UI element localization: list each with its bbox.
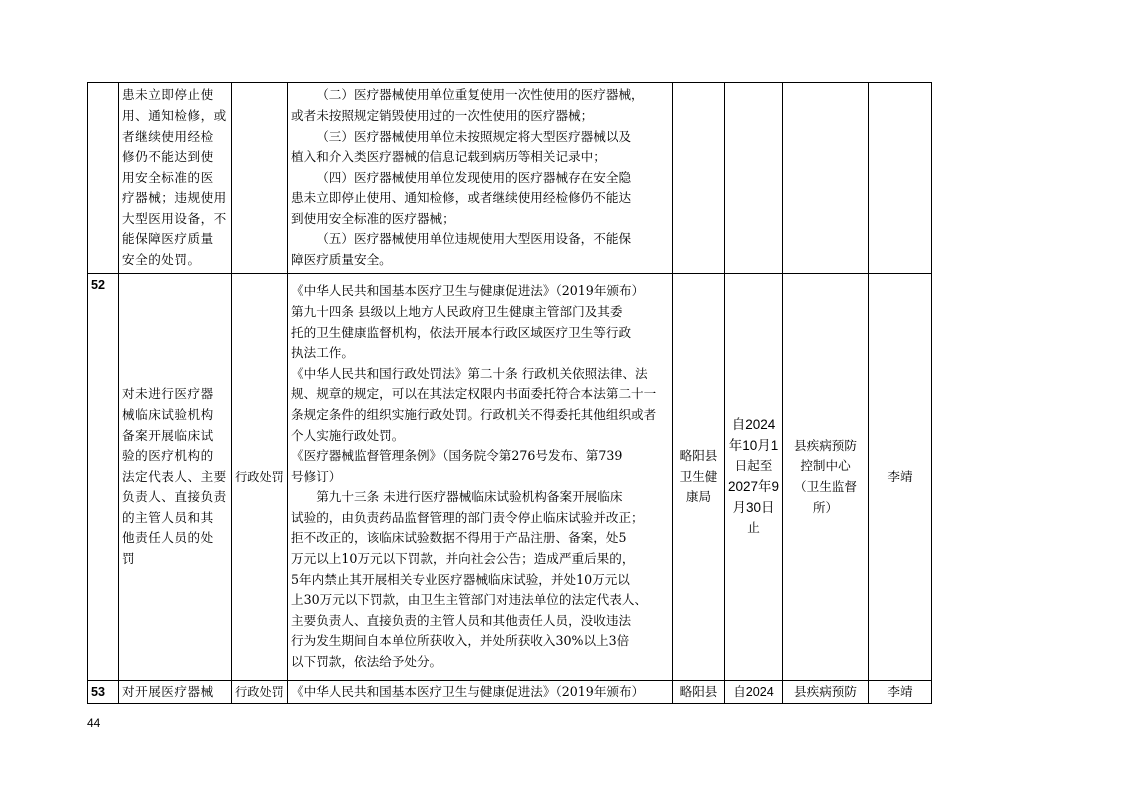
regulation-table [87, 82, 932, 704]
item-line: 对未进行医疗器 [122, 386, 214, 402]
basis-line: 植入和介入类医疗器械的信息记载到病历等相关记录中； [291, 149, 606, 165]
cell-person: 李靖 [869, 274, 932, 681]
cell-period-empty [725, 83, 783, 274]
org-line: 略阳县 [679, 448, 718, 464]
cell-period: 自2024 [725, 681, 783, 704]
item-line: 安全的处罚。 [122, 252, 201, 268]
cell-org [673, 274, 725, 681]
basis-line: 行为发生期间自本单位所获收入，并处所获收入30%以上3倍 [291, 633, 630, 649]
unit-line: 县疾病预防 [794, 437, 857, 453]
period-line: 年10月1 [728, 437, 779, 453]
basis-line: 拒不改正的，该临床试验数据不得用于产品注册、备案，处5 [291, 530, 627, 546]
item-line: 疗器械；违规使用 [122, 190, 227, 206]
basis-line: 规、规章的规定，可以在其法定权限内书面委托符合本法第二十一 [291, 386, 657, 402]
item-line: 用安全标准的医 [122, 169, 214, 185]
basis-line: 号修订） [291, 468, 342, 484]
basis-line: 上30万元以下罚款，由卫生主管部门对违法单位的法定代表人、 [291, 592, 648, 608]
basis-line: 《中华人民共和国基本医疗卫生与健康促进法》（2019年颁布） [291, 283, 645, 299]
basis-line: 试验的，由负责药品监督管理的部门责令停止临床试验并改正； [291, 509, 644, 525]
basis-line: 到使用安全标准的医疗器械； [291, 210, 455, 226]
basis-line: 患未立即停止使用、通知检修，或者继续使用经检修仍不能达 [291, 190, 632, 206]
cell-unit: 县疾病预防 [783, 681, 869, 704]
basis-line: 或者未按照规定销毁使用过的一次性使用的医疗器械； [291, 107, 594, 123]
cell-org: 略阳县 [673, 681, 725, 704]
basis-line: 《医疗器械监督管理条例》（国务院令第276号发布、第739 [291, 448, 623, 464]
page-number: 44 [87, 716, 101, 730]
basis-line: 托的卫生健康监督机构，依法开展本行政区域医疗卫生等行政 [291, 324, 632, 340]
unit-line: 所） [812, 499, 839, 515]
period-line: 月30日 [732, 499, 775, 515]
item-line: 验的医疗机构的 [122, 448, 214, 464]
item-line: 法定代表人、主要 [122, 468, 227, 484]
item-line: 械临床试验机构 [122, 406, 214, 422]
unit-line: （卫生监督 [794, 479, 857, 494]
cell-person: 李靖 [869, 681, 932, 704]
org-line: 康局 [685, 489, 712, 505]
basis-line: 主要负责人、直接负责的主管人员和其他责任人员，没收违法 [291, 612, 632, 628]
item-line: 他责任人员的处 [122, 530, 214, 546]
cell-basis: 《中华人民共和国基本医疗卫生与健康促进法》（2019年颁布） [288, 681, 673, 704]
cell-item: 对开展医疗器械 [119, 681, 232, 704]
cell-org-empty [673, 83, 725, 274]
item-line: 负责人、直接负责 [122, 489, 227, 505]
cell-type-empty [232, 83, 288, 274]
item-line: 者继续使用经检 [122, 128, 214, 144]
period-line: 止 [747, 520, 760, 536]
item-line: 大型医用设备，不 [122, 210, 227, 226]
basis-line: （三）医疗器械使用单位未按照规定将大型医疗器械以及 [316, 128, 632, 144]
period-line: 日起至 [734, 458, 773, 474]
item-line: 备案开展临床试 [122, 427, 214, 443]
cell-period [725, 274, 783, 681]
cell-number-empty [88, 83, 119, 274]
unit-line: 控制中心 [800, 458, 851, 474]
basis-line: （五）医疗器械使用单位违规使用大型医用设备，不能保 [316, 231, 632, 247]
item-line: 患未立即停止使 [122, 87, 214, 103]
basis-line: 第九十四条 县级以上地方人民政府卫生健康主管部门及其委 [291, 303, 623, 319]
basis-line: 万元以上10万元以下罚款，并向社会公告；造成严重后果的， [291, 551, 635, 567]
cell-unit [783, 274, 869, 681]
basis-line: 5年内禁止其开展相关专业医疗器械临床试验，并处10万元以 [291, 571, 630, 587]
table-row-53 [88, 681, 932, 704]
period-line: 自2024 [731, 417, 776, 433]
period-line: 2027年9 [727, 479, 780, 494]
row-number: 52 [88, 274, 119, 681]
basis-line: 以下罚款，依法给予处分。 [291, 654, 443, 670]
cell-basis [288, 83, 673, 274]
cell-unit-empty [783, 83, 869, 274]
org-line: 卫生健 [679, 468, 718, 484]
cell-type: 行政处罚 [232, 681, 288, 704]
basis-line: 执法工作。 [291, 345, 354, 361]
cell-person-empty [869, 83, 932, 274]
table-row-continued [88, 83, 932, 274]
basis-line: 个人实施行政处罚。 [291, 427, 405, 443]
basis-line: 《中华人民共和国行政处罚法》第二十条 行政机关依照法律、法 [291, 365, 648, 381]
basis-line: 障医疗质量安全。 [291, 252, 392, 268]
basis-line: （四）医疗器械使用单位发现使用的医疗器械存在安全隐 [316, 169, 632, 185]
basis-line: 条规定条件的组织实施行政处罚。行政机关不得委托其他组织或者 [291, 406, 657, 422]
item-line: 的主管人员和其 [122, 509, 214, 525]
item-line: 能保障医疗质量 [122, 231, 214, 247]
row-number: 53 [88, 681, 119, 704]
cell-basis [288, 274, 673, 681]
item-line: 用、通知检修，或 [122, 107, 227, 123]
cell-type: 行政处罚 [232, 274, 288, 681]
cell-item [119, 274, 232, 681]
item-line: 罚 [122, 551, 136, 567]
basis-line: 第九十三条 未进行医疗器械临床试验机构备案开展临床 [316, 489, 623, 505]
item-line: 修仍不能达到使 [122, 149, 214, 165]
basis-line: （二）医疗器械使用单位重复使用一次性使用的医疗器械， [316, 87, 644, 103]
cell-item [119, 83, 232, 274]
table-row-52 [88, 274, 932, 681]
